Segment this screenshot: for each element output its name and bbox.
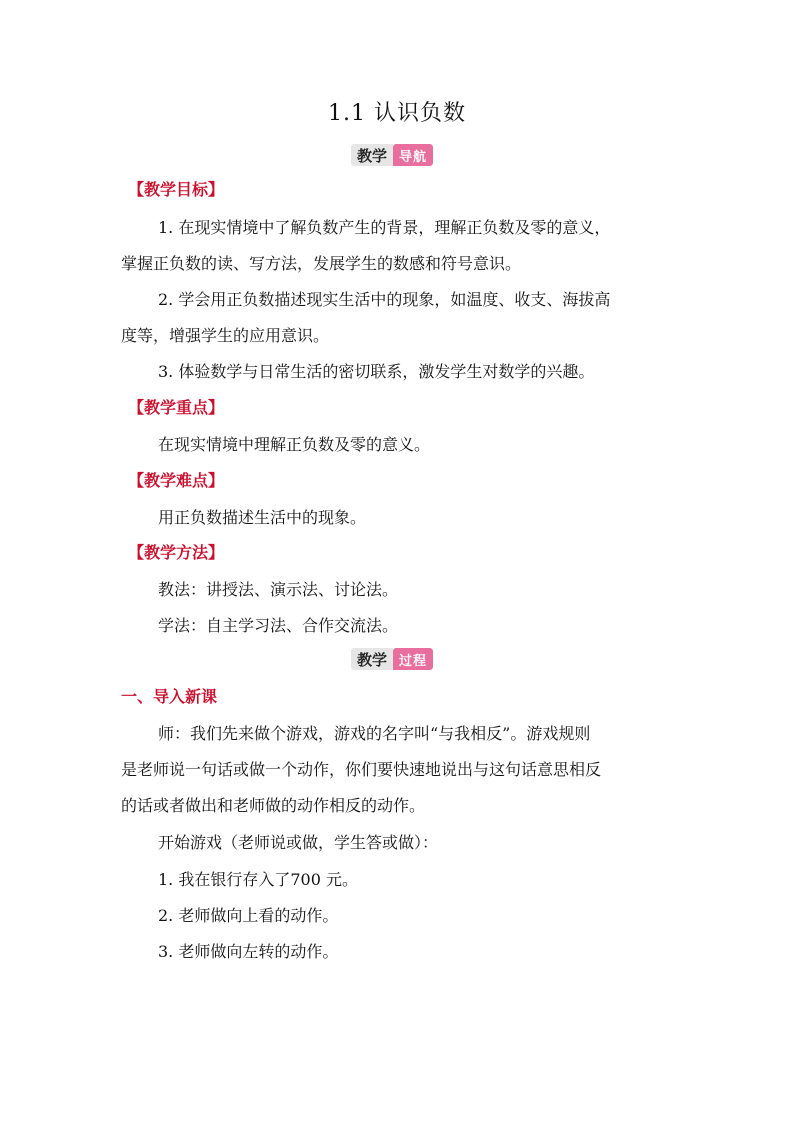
- intro-start: 开始游戏（老师说或做，学生答或做）：: [158, 833, 439, 852]
- objective-1-line-2: 掌握正负数的读、写方法，发展学生的数感和符号意识。: [121, 254, 522, 273]
- teaching-nav-badge: [351, 144, 433, 166]
- objectives-heading: 【教学目标】: [128, 180, 225, 199]
- badge-nav-left: 教学: [351, 144, 393, 166]
- intro-heading: 一、导入新课: [121, 687, 218, 706]
- methods-heading: 【教学方法】: [128, 543, 225, 562]
- difficulties-text: 用正负数描述生活中的现象。: [158, 508, 367, 527]
- page-title: 1.1 认识负数: [328, 101, 466, 126]
- intro-para-line-1: 师：我们先来做个游戏，游戏的名字叫“与我相反”。游戏规则: [158, 724, 591, 743]
- intro-step-2: 2. 老师做向上看的动作。: [158, 906, 339, 925]
- teaching-process-badge: [351, 648, 433, 670]
- methods-learning: 学法：自主学习法、合作交流法。: [158, 616, 399, 635]
- difficulties-heading: 【教学难点】: [128, 471, 225, 490]
- badge-proc-left: 教学: [351, 648, 393, 670]
- key-points-heading: 【教学重点】: [128, 398, 225, 417]
- intro-para-line-3: 的话或者做出和老师做的动作相反的动作。: [121, 796, 426, 815]
- badge-nav-right: 导航: [393, 144, 433, 166]
- objective-3-line-1: 3. 体验数学与日常生活的密切联系，激发学生对数学的兴趣。: [158, 362, 595, 381]
- objective-2-line-2: 度等，增强学生的应用意识。: [121, 326, 330, 345]
- intro-para-line-2: 是老师说一句话或做一个动作，你们要快速地说出与这句话意思相反: [121, 760, 602, 779]
- intro-step-1: 1. 我在银行存入了700 元。: [158, 870, 358, 889]
- methods-teaching: 教法：讲授法、演示法、讨论法。: [158, 580, 399, 599]
- intro-step-3: 3. 老师做向左转的动作。: [158, 942, 339, 961]
- objective-2-line-1: 2. 学会用正负数描述现实生活中的现象，如温度、收支、海拔高: [158, 290, 611, 309]
- objective-1-line-1: 1. 在现实情境中了解负数产生的背景，理解正负数及零的意义，: [158, 218, 611, 237]
- key-points-text: 在现实情境中理解正负数及零的意义。: [158, 435, 431, 454]
- badge-proc-right: 过程: [393, 648, 433, 670]
